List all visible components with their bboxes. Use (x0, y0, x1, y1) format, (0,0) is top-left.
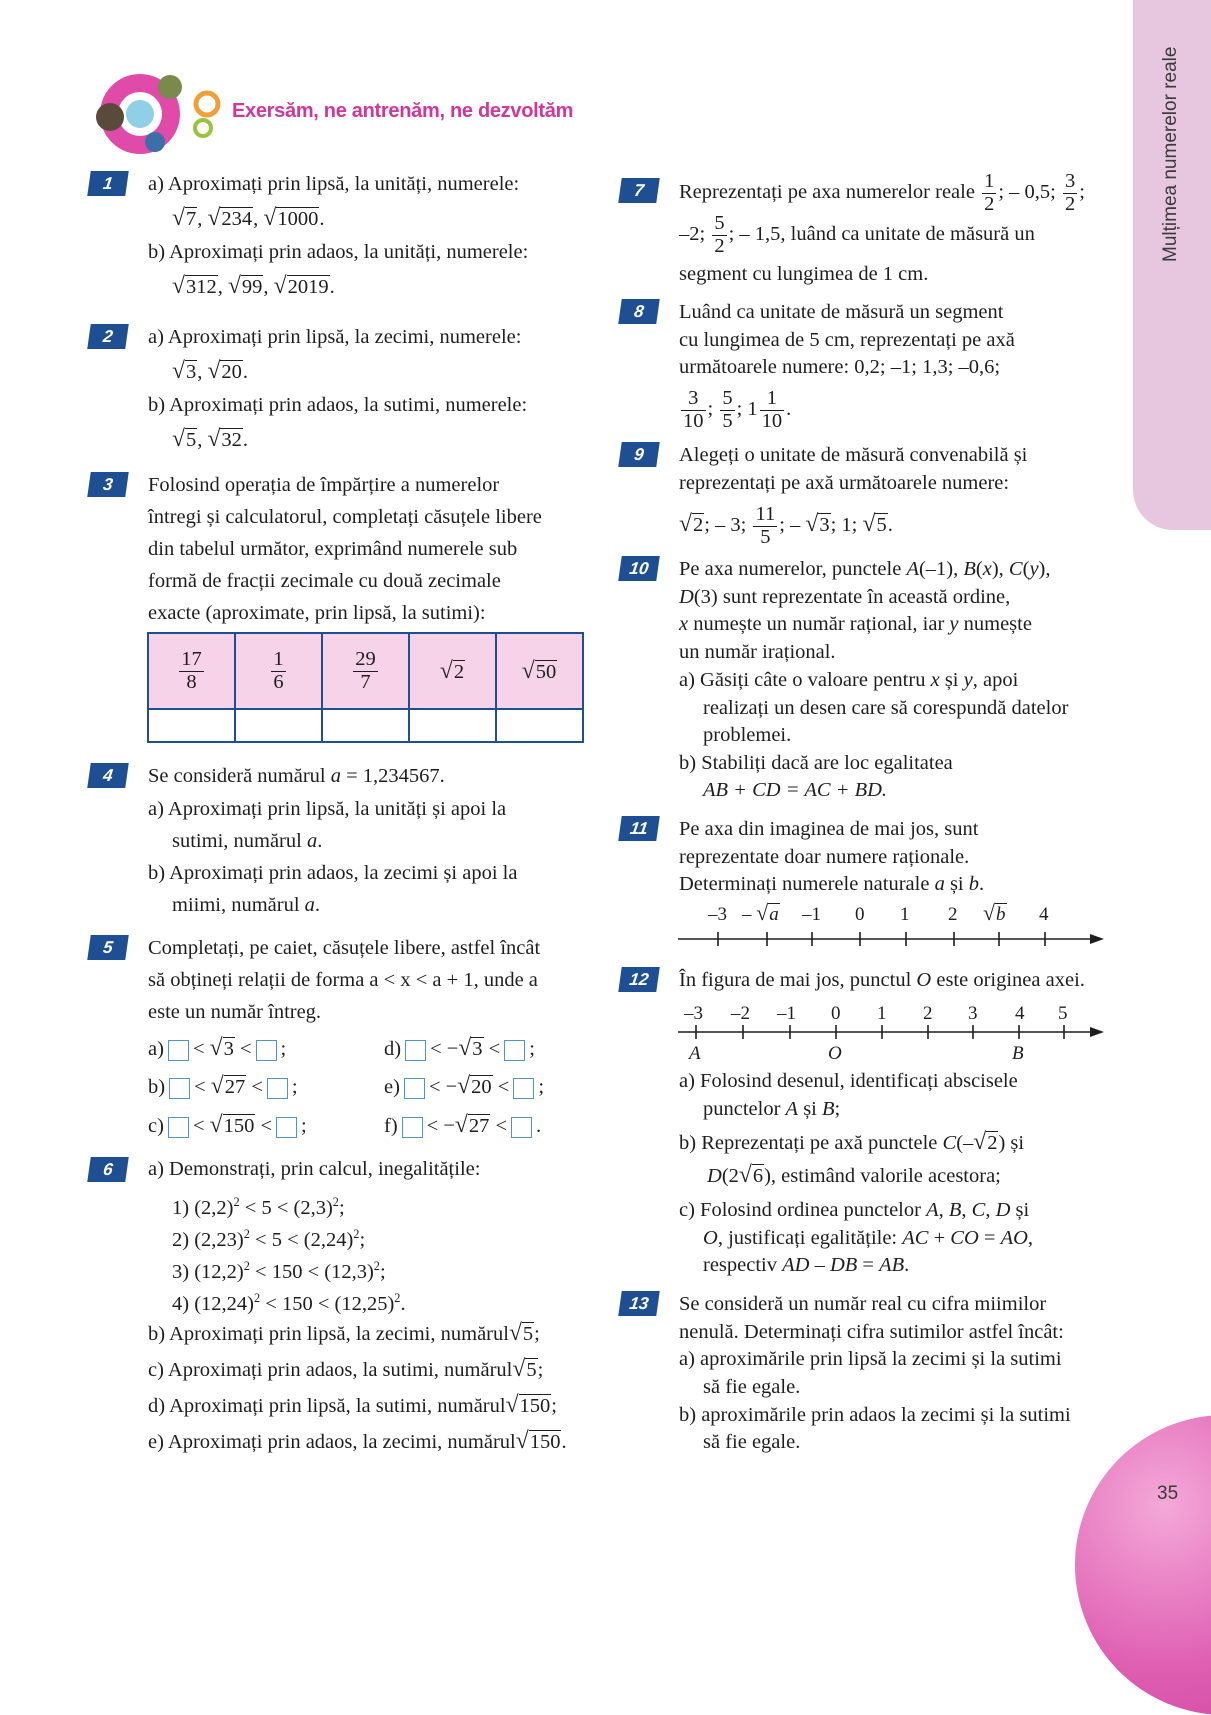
ex9-values: √2; – 3; $\frac{11}{5}$ ; – √3; 1; √5. (679, 503, 893, 548)
ex9-line2: reprezentați pe axă următoarele numere: (679, 472, 1010, 494)
ex1-a-text: a) Aproximați prin lipsă, la unități, numerele: (148, 173, 520, 195)
axis-label: –3 (684, 1003, 703, 1024)
ex2-a-text: a) Aproximați prin lipsă, la zecimi, numerele: (148, 326, 522, 348)
ex10-line3: x numește un număr rațional, iar y numește (679, 613, 1032, 635)
axis-label: 0 (855, 904, 865, 925)
ex4-intro: Se consideră numărul a = 1,234567. (148, 765, 445, 787)
axis-label: 3 (968, 1003, 978, 1024)
table-answer-cell[interactable] (148, 709, 235, 742)
ex5-item-a: a) < √3 < ; (148, 1035, 287, 1061)
point-label: B (1012, 1043, 1024, 1064)
ex6-inequality: 1) $(2,2)^2 < 5 < (2,3)^2$; (172, 1195, 345, 1219)
axis-label: 4 (1015, 1003, 1025, 1024)
ex12-line1: În figura de mai jos, punctul O este originea axei. (679, 969, 1085, 991)
exercise-number-badge: 6 (87, 1157, 129, 1182)
exercise-number-badge: 9 (618, 442, 660, 467)
answer-box[interactable] (404, 1078, 425, 1099)
ex3-table (147, 632, 584, 743)
ex12-number-axis (678, 1021, 1104, 1043)
ex1-a-values: √7, √234, √1000. (172, 205, 325, 231)
ex6-a-text: a) Demonstrați, prin calcul, inegalitățile: (148, 1158, 481, 1180)
exercise-number-badge: 8 (618, 299, 660, 324)
answer-box[interactable] (511, 1117, 532, 1138)
ex2-b-text: b) Aproximați prin adaos, la sutimi, numerele: (148, 394, 528, 416)
table-answer-cell[interactable] (496, 709, 583, 742)
ex8-line3: următoarele numere: 0,2; –1; 1,3; –0,6; (679, 356, 1001, 378)
ex6-b-text: b) Aproximați prin lipsă, la zecimi, numărul√5; (148, 1320, 540, 1346)
ex7-line1: Reprezentați pe axa numerelor reale $\frac{1}{2}$ ; – 0,5; $\frac{3}{2}$ ; (679, 170, 1085, 215)
table-answer-cell[interactable] (322, 709, 409, 742)
ex13-line1: Se consideră un număr real cu cifra miimilor (679, 1293, 1047, 1315)
ex11-number-axis (678, 928, 1104, 950)
answer-box[interactable] (267, 1078, 288, 1099)
answer-box[interactable] (513, 1078, 534, 1099)
ex13-line2: nenulă. Determinați cifra sutimilor astfel încât: (679, 1321, 1064, 1343)
ex10-a-line1: a) Găsiți câte o valoare pentru x și y, apoi (679, 669, 1019, 691)
ex4-a-line2: sutimi, numărul a. (172, 830, 323, 852)
exercise-number-badge: 7 (618, 178, 660, 203)
axis-label: 2 (923, 1003, 933, 1024)
page-corner-decoration (1075, 1415, 1211, 1715)
page-number: 35 (1157, 1483, 1179, 1504)
ex9-line1: Alegeți o unitate de măsură convenabilă și (679, 444, 1028, 466)
ex10-line4: un număr irațional. (679, 641, 836, 663)
ex1-b-text: b) Aproximați prin adaos, la unități, numerele: (148, 241, 529, 263)
ex10-line1: Pe axa numerelor, punctele A(–1), B(x), C(y), (679, 558, 1051, 580)
axis-label: 2 (948, 904, 958, 925)
ex10-a-line2: realizați un desen care să corespundă datelor (703, 697, 1069, 719)
ex3-line: din tabelul următor, exprimând numerele sub (148, 538, 518, 560)
axis-label: –2 (731, 1003, 750, 1024)
ex6-inequality: 2) $(2,23)^2 < 5 < (2,24)^2$; (172, 1227, 366, 1251)
ex12-b-line2: D(2√6), estimând valorile acestora; (707, 1162, 1001, 1188)
ex13-a-line2: să fie egale. (703, 1376, 801, 1398)
ex6-inequality: 3) $(12,2)^2 < 150 < (12,3)^2$; (172, 1259, 386, 1283)
ex12-c-line2: O, justificați egalitățile: AC + CO = AO, (703, 1227, 1034, 1249)
ex1-b-values: √312, √99, √2019. (172, 273, 335, 299)
exercise-number-badge: 1 (87, 171, 129, 196)
exercise-number-badge: 11 (618, 816, 660, 841)
ex3-line: exacte (aproximate, prin lipsă, la sutimi): (148, 602, 486, 624)
ex11-line2: reprezentate doar numere raționale. (679, 846, 970, 868)
point-label: A (689, 1043, 701, 1064)
axis-label: –1 (802, 904, 821, 925)
point-label: O (828, 1043, 842, 1064)
exercise-number-badge: 10 (618, 556, 660, 581)
ex5-item-d: d) < −√3 < ; (384, 1035, 535, 1061)
axis-label-root-b: √b (983, 901, 1006, 925)
ex12-c-line3: respectiv AD – DB = AB. (703, 1254, 910, 1276)
ex4-b-line2: miimi, numărul a. (172, 894, 321, 916)
answer-box[interactable] (168, 1117, 189, 1138)
ex5-item-b: b) < √27 < ; (148, 1073, 298, 1099)
answer-box[interactable] (256, 1040, 277, 1061)
table-cell: $\frac{29}{7}$ (322, 633, 409, 709)
table-answer-cell[interactable] (409, 709, 496, 742)
exercise-number-badge: 12 (618, 967, 660, 992)
table-cell: √2 (409, 633, 496, 709)
ex2-b-values: √5, √32. (172, 426, 248, 452)
ex7-line2: –2; $\frac{5}{2}$ ; – 1,5, luând ca unitate de măsură un (679, 212, 1035, 257)
ex12-b-line1: b) Reprezentați pe axă punctele C(–√2) și (679, 1129, 1025, 1155)
ex3-line: întregi și calculatorul, completați căsuțele libere (148, 506, 542, 528)
ex10-b-line1: b) Stabiliți dacă are loc egalitatea (679, 752, 953, 774)
ex3-line: formă de fracții zecimale cu două zecimale (148, 570, 501, 592)
section-title: Exersăm, ne antrenăm, ne dezvoltăm (232, 100, 574, 122)
ex10-a-line3: problemei. (703, 724, 792, 746)
ex11-line3: Determinați numerele naturale a și b. (679, 873, 985, 895)
exercise-number-badge: 13 (618, 1291, 660, 1316)
ex10-b-line2: AB + CD = AC + BD. (703, 779, 888, 801)
ex3-line: Folosind operația de împărțire a numerelor (148, 474, 500, 496)
exercise-number-badge: 4 (87, 763, 129, 788)
exercise-number-badge: 2 (87, 324, 129, 349)
ex10-line2: D(3) sunt reprezentate în această ordine, (679, 586, 1011, 608)
axis-label: 5 (1058, 1003, 1068, 1024)
exercise-number-badge: 5 (87, 935, 129, 960)
table-cell: $\frac{1}{6}$ (235, 633, 322, 709)
answer-box[interactable] (504, 1040, 525, 1061)
ex2-a-values: √3, √20. (172, 358, 248, 384)
ex6-e-text: e) Aproximați prin adaos, la zecimi, numărul√150. (148, 1428, 567, 1454)
ex12-a-line2: punctelor A și B; (703, 1098, 841, 1120)
ex13-b-line1: b) aproximările prin adaos la zecimi și la sutimi (679, 1404, 1071, 1426)
table-cell: √50 (496, 633, 583, 709)
axis-label: 0 (831, 1003, 841, 1024)
ex13-a-line1: a) aproximările prin lipsă la zecimi și la sutimi (679, 1348, 1062, 1370)
ex5-line3: este un număr întreg. (148, 1001, 322, 1023)
answer-box[interactable] (405, 1040, 426, 1061)
ex12-c-line1: c) Folosind ordinea punctelor A, B, C, D și (679, 1199, 1030, 1221)
ex8-fractions: $\frac{3}{10}$ ; $\frac{5}{5}$ ; 1 $\frac{1}{10}$ . (683, 387, 792, 432)
ex8-line1: Luând ca unitate de măsură un segment (679, 301, 1004, 323)
ex8-line2: cu lungimea de 5 cm, reprezentați pe axă (679, 329, 1015, 351)
ex4-a-line1: a) Aproximați prin lipsă, la unități și apoi la (148, 798, 507, 820)
ex5-item-e: e) < −√20 < ; (384, 1073, 545, 1099)
axis-label: –3 (708, 904, 727, 925)
ex6-d-text: d) Aproximați prin lipsă, la sutimi, numărul√150; (148, 1392, 557, 1418)
ex5-item-f: f) < −√27 < . (384, 1112, 542, 1138)
answer-box[interactable] (276, 1117, 297, 1138)
ex7-line3: segment cu lungimea de 1 cm. (679, 263, 929, 285)
axis-label: –1 (777, 1003, 796, 1024)
ex5-line2: să obțineți relații de forma a < x < a + 1, unde a (148, 969, 538, 991)
ex5-item-c: c) < √150 < ; (148, 1112, 307, 1138)
answer-box[interactable] (402, 1117, 423, 1138)
ex13-b-line2: să fie egale. (703, 1431, 801, 1453)
ex4-b-line1: b) Aproximați prin adaos, la zecimi și apoi la (148, 862, 518, 884)
ex6-c-text: c) Aproximați prin adaos, la sutimi, numărul√5; (148, 1356, 544, 1382)
exercise-number-badge: 3 (87, 472, 129, 497)
ex6-inequality: 4) $(12,24)^2 < 150 < (12,25)^2$. (172, 1291, 406, 1315)
gears-logo-icon (85, 62, 225, 162)
ex5-line1: Completați, pe caiet, căsuțele libere, astfel încât (148, 937, 541, 959)
table-cell: $\frac{17}{8}$ (148, 633, 235, 709)
ex12-a-line1: a) Folosind desenul, identificați abscisele (679, 1070, 1018, 1092)
axis-label: 1 (877, 1003, 887, 1024)
axis-label: 4 (1039, 904, 1049, 925)
axis-label-root-a: – √a (742, 901, 779, 925)
ex11-line1: Pe axa din imaginea de mai jos, sunt (679, 818, 979, 840)
axis-label: 1 (900, 904, 910, 925)
table-answer-cell[interactable] (235, 709, 322, 742)
answer-box[interactable] (168, 1040, 189, 1061)
answer-box[interactable] (169, 1078, 190, 1099)
